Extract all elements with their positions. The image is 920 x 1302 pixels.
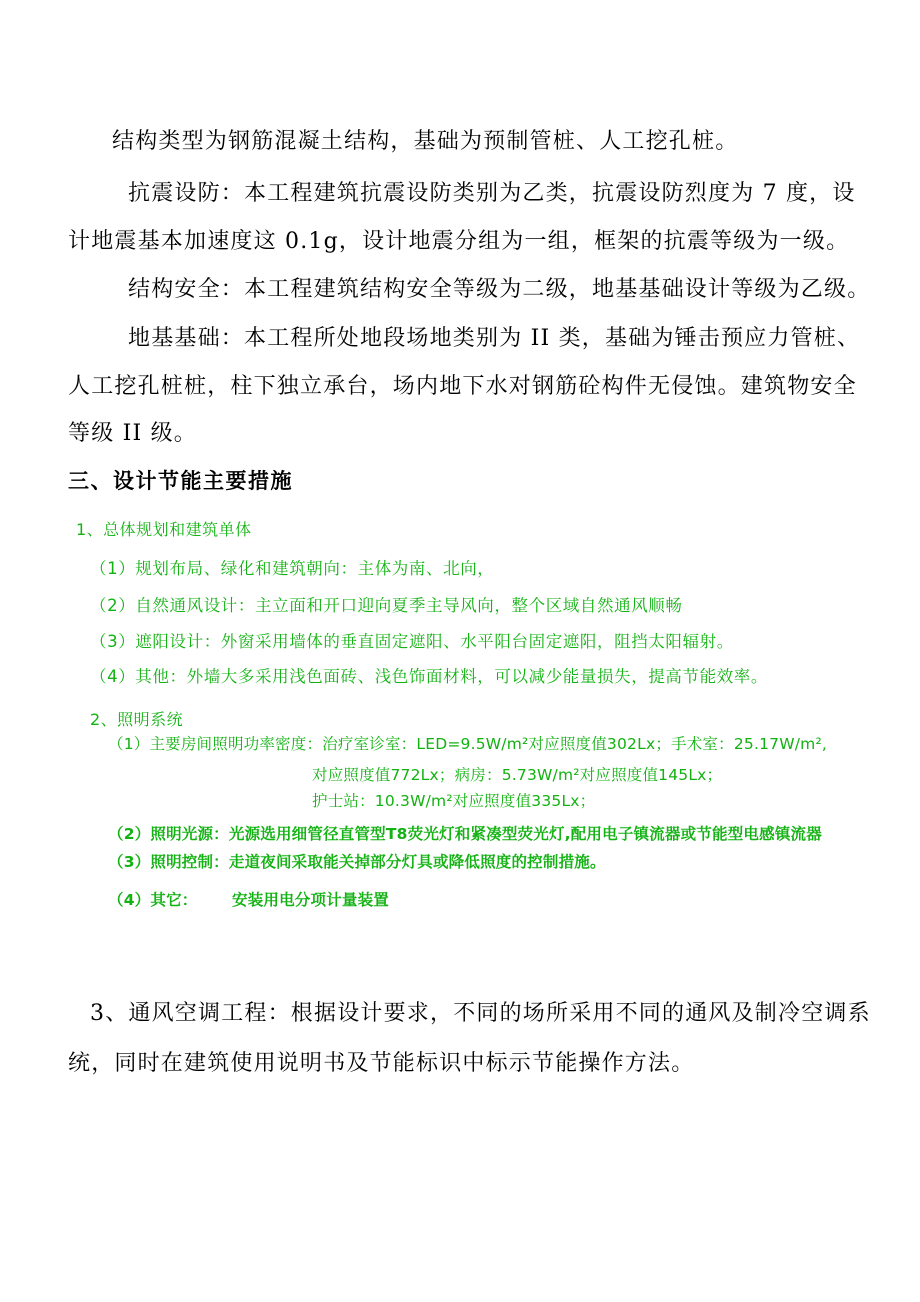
subsection-title-lighting: 2、照明系统 [90,710,184,729]
lighting-item-2: （2）照明光源：光源选用细管径直管型T8荧光灯和紧凑型荧光灯,配用电子镇流器或节能型电感镇流器 [108,825,822,843]
planning-item-3: （3）遮阳设计：外窗采用墙体的垂直固定遮阳、水平阳台固定遮阳，阻挡太阳辐射。 [90,632,734,651]
paragraph-foundation-line2: 人工挖孔桩桩，柱下独立承台，场内地下水对钢筋砼构件无侵蚀。建筑物安全 [68,374,857,399]
planning-item-2: （2）自然通风设计：主立面和开口迎向夏季主导风向，整个区域自然通风顺畅 [90,596,683,615]
paragraph-hvac-line1: 3、通风空调工程：根据设计要求，不同的场所采用不同的通风及制冷空调系 [90,1001,871,1026]
paragraph-structure-type: 结构类型为钢筋混凝土结构，基础为预制管桩、人工挖孔桩。 [112,129,739,154]
planning-item-4: （4）其他：外墙大多采用浅色面砖、浅色饰面材料，可以减少能量损失，提高节能效率。 [90,667,768,686]
lighting-item-3: （3）照明控制：走道夜间采取能关掉部分灯具或降低照度的控制措施。 [108,853,606,871]
paragraph-hvac-line2: 统，同时在建筑使用说明书及节能标识中标示节能操作方法。 [68,1051,695,1076]
planning-item-1: （1）规划布局、绿化和建筑朝向：主体为南、北向， [90,559,495,578]
paragraph-foundation-line1: 地基基础：本工程所处地段场地类别为 II 类，基础为锤击预应力管桩、 [128,326,861,351]
lighting-item-4-text: 安装用电分项计量装置 [232,891,390,909]
paragraph-seismic-line2: 计地震基本加速度这 0.1g，设计地震分组为一组，框架的抗震等级为一级。 [68,229,850,254]
section-heading-energy-saving: 三、设计节能主要措施 [68,469,293,493]
lighting-item-1-line2: 对应照度值772Lx；病房：5.73W/m²对应照度值145Lx； [312,766,723,784]
paragraph-seismic-line1: 抗震设防：本工程建筑抗震设防类别为乙类，抗震设防烈度为 7 度，设 [128,181,856,206]
lighting-item-1-line3: 护士站：10.3W/m²对应照度值335Lx； [312,792,596,810]
lighting-item-4-label: （4）其它： [108,891,198,909]
subsection-title-planning: 1、总体规划和建筑单体 [76,520,252,539]
paragraph-foundation-line3: 等级 II 级。 [68,421,197,446]
paragraph-structural-safety: 结构安全：本工程建筑结构安全等级为二级，地基基础设计等级为乙级。 [128,277,871,302]
lighting-item-1-line1: （1）主要房间照明功率密度：治疗室诊室：LED=9.5W/m²对应照度值302Lx；手术室：25.17W/m², [108,735,827,753]
